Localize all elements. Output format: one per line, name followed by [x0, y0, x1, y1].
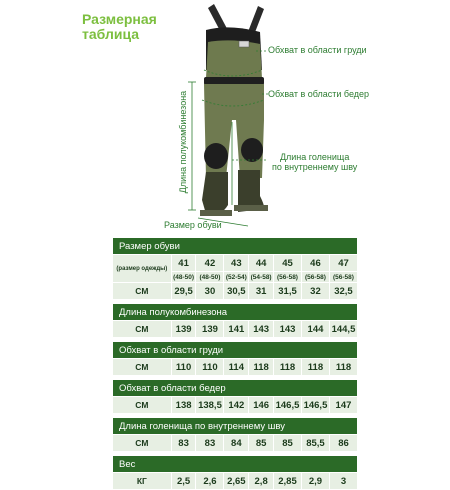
value-cell: 85,5 [302, 435, 329, 451]
section-header-row [113, 456, 357, 472]
value-cell: 84 [224, 435, 248, 451]
shoe-cm-cell: 32 [302, 283, 329, 299]
value-cell: 138 [172, 397, 196, 413]
shoe-cm-cell: 29,5 [172, 283, 196, 299]
shoe-size-cell: 42 [196, 255, 223, 271]
shoe-size-cell: 46 [302, 255, 329, 271]
clothes-size-cell: (52-54) [225, 273, 247, 281]
value-cell: 118 [302, 359, 329, 375]
shoe-cm-cell: 30 [196, 283, 223, 299]
value-cell: 118 [249, 359, 273, 375]
shoe-size-cell: 45 [274, 255, 301, 271]
shoe-size-cell: 47 [330, 255, 357, 271]
wader-length-callout: Длина полукомбинезона [178, 90, 188, 194]
section-header-row [113, 304, 357, 320]
section-spacer [113, 414, 357, 417]
value-cell: 110 [196, 359, 223, 375]
chest-girth-callout: Обхват в области груди [268, 45, 367, 55]
value-cell: 118 [330, 359, 357, 375]
value-cell: 118 [274, 359, 301, 375]
value-cell: 138,5 [196, 397, 223, 413]
clothes-size-cell: (54-58) [250, 273, 272, 281]
value-cell: 114 [224, 359, 248, 375]
shoe-size-cell: 43 [224, 255, 248, 271]
shoe-size-header: Размер обуви [113, 238, 357, 254]
section-header: Длина полукомбинезона [113, 304, 357, 320]
value-cell: 144,5 [330, 321, 357, 337]
value-cell: 83 [196, 435, 223, 451]
value-cell: 139 [196, 321, 223, 337]
section-header: Вес [113, 456, 357, 472]
shoe-size-row [113, 255, 357, 271]
spacer-cell [113, 376, 357, 379]
unit-kg-label: КГ [113, 473, 171, 489]
value-cell: 86 [330, 435, 357, 451]
clothes-size-cell: (56-58) [302, 272, 329, 282]
spacer-cell [113, 300, 357, 303]
value-cell: 143 [274, 321, 301, 337]
unit-cm-label: СМ [113, 359, 171, 375]
clothes-size-cell: (48-50) [196, 272, 223, 282]
section-value-row [113, 435, 357, 451]
boots [200, 170, 268, 216]
unit-cm-label: СМ [113, 397, 171, 413]
section-value-row [113, 359, 357, 375]
section-header: Обхват в области бедер [113, 380, 357, 396]
section-header-row [113, 380, 357, 396]
title-line-1: Размерная [82, 11, 157, 27]
section-header: Длина голенища по внутреннему шву [113, 418, 357, 434]
left-knee-pad [204, 143, 228, 169]
size-table [112, 237, 358, 490]
spacer-cell [113, 338, 357, 341]
right-knee-pad [241, 138, 263, 162]
unit-cm-label: СМ [113, 435, 171, 451]
value-cell: 142 [224, 397, 248, 413]
value-cell: 146 [249, 397, 273, 413]
shoe-size-cell: 44 [249, 255, 273, 271]
value-cell: 141 [224, 321, 248, 337]
value-cell: 2,65 [224, 473, 248, 489]
section-spacer [113, 300, 357, 303]
clothes-size-cell: (56-58) [330, 272, 357, 282]
value-cell: 110 [172, 359, 196, 375]
section-value-row [113, 397, 357, 413]
value-cell: 147 [330, 397, 357, 413]
spacer-cell [113, 414, 357, 417]
value-cell: 3 [330, 473, 357, 489]
value-cell: 146,5 [302, 397, 329, 413]
shin-length-callout [272, 152, 357, 172]
shoe-size-callout: Размер обуви [164, 220, 222, 230]
waist-belt [204, 77, 264, 85]
value-cell: 2,9 [302, 473, 329, 489]
section-spacer [113, 452, 357, 455]
value-cell: 143 [249, 321, 273, 337]
value-cell: 144 [302, 321, 329, 337]
section-header: Обхват в области груди [113, 342, 357, 358]
value-cell: 2,8 [249, 473, 273, 489]
value-cell: 85 [274, 435, 301, 451]
section-header-row [113, 342, 357, 358]
value-cell: 146,5 [274, 397, 301, 413]
section-spacer [113, 338, 357, 341]
value-cell: 139 [172, 321, 196, 337]
value-cell: 2,6 [196, 473, 223, 489]
shoe-cm-cell: 31,5 [274, 283, 301, 299]
value-cell: 83 [172, 435, 196, 451]
value-cell: 2,85 [274, 473, 301, 489]
shin-callout-line-2: по внутреннему шву [272, 162, 358, 172]
shin-callout-line-1: Длина голенища [279, 152, 350, 162]
clothes-size-label: (размер одежды) [113, 255, 171, 282]
section-value-row [113, 321, 357, 337]
hip-girth-callout: Обхват в области бедер [268, 89, 370, 99]
shoe-cm-cell: 32,5 [330, 283, 357, 299]
shoe-cm-row [113, 283, 357, 299]
unit-cm-label: СМ [113, 321, 171, 337]
value-cell: 2,5 [172, 473, 196, 489]
section-value-row [113, 473, 357, 489]
section-spacer [113, 376, 357, 379]
shoe-cm-cell: 30,5 [224, 283, 248, 299]
shoe-size-header-row [113, 238, 357, 254]
clothes-size-cell: (48-50) [173, 273, 195, 281]
clothes-size-cell: (56-58) [274, 272, 301, 282]
section-header-row [113, 418, 357, 434]
shoe-size-cell: 41 [172, 255, 196, 271]
title-line-2: таблица [82, 26, 140, 42]
chest-buckle-icon [239, 41, 249, 47]
wader-illustration [0, 0, 450, 232]
chest-olive-panel [206, 40, 262, 78]
value-cell: 85 [249, 435, 273, 451]
spacer-cell [113, 452, 357, 455]
unit-cm-label: СМ [113, 283, 171, 299]
shoe-cm-cell: 31 [249, 283, 273, 299]
